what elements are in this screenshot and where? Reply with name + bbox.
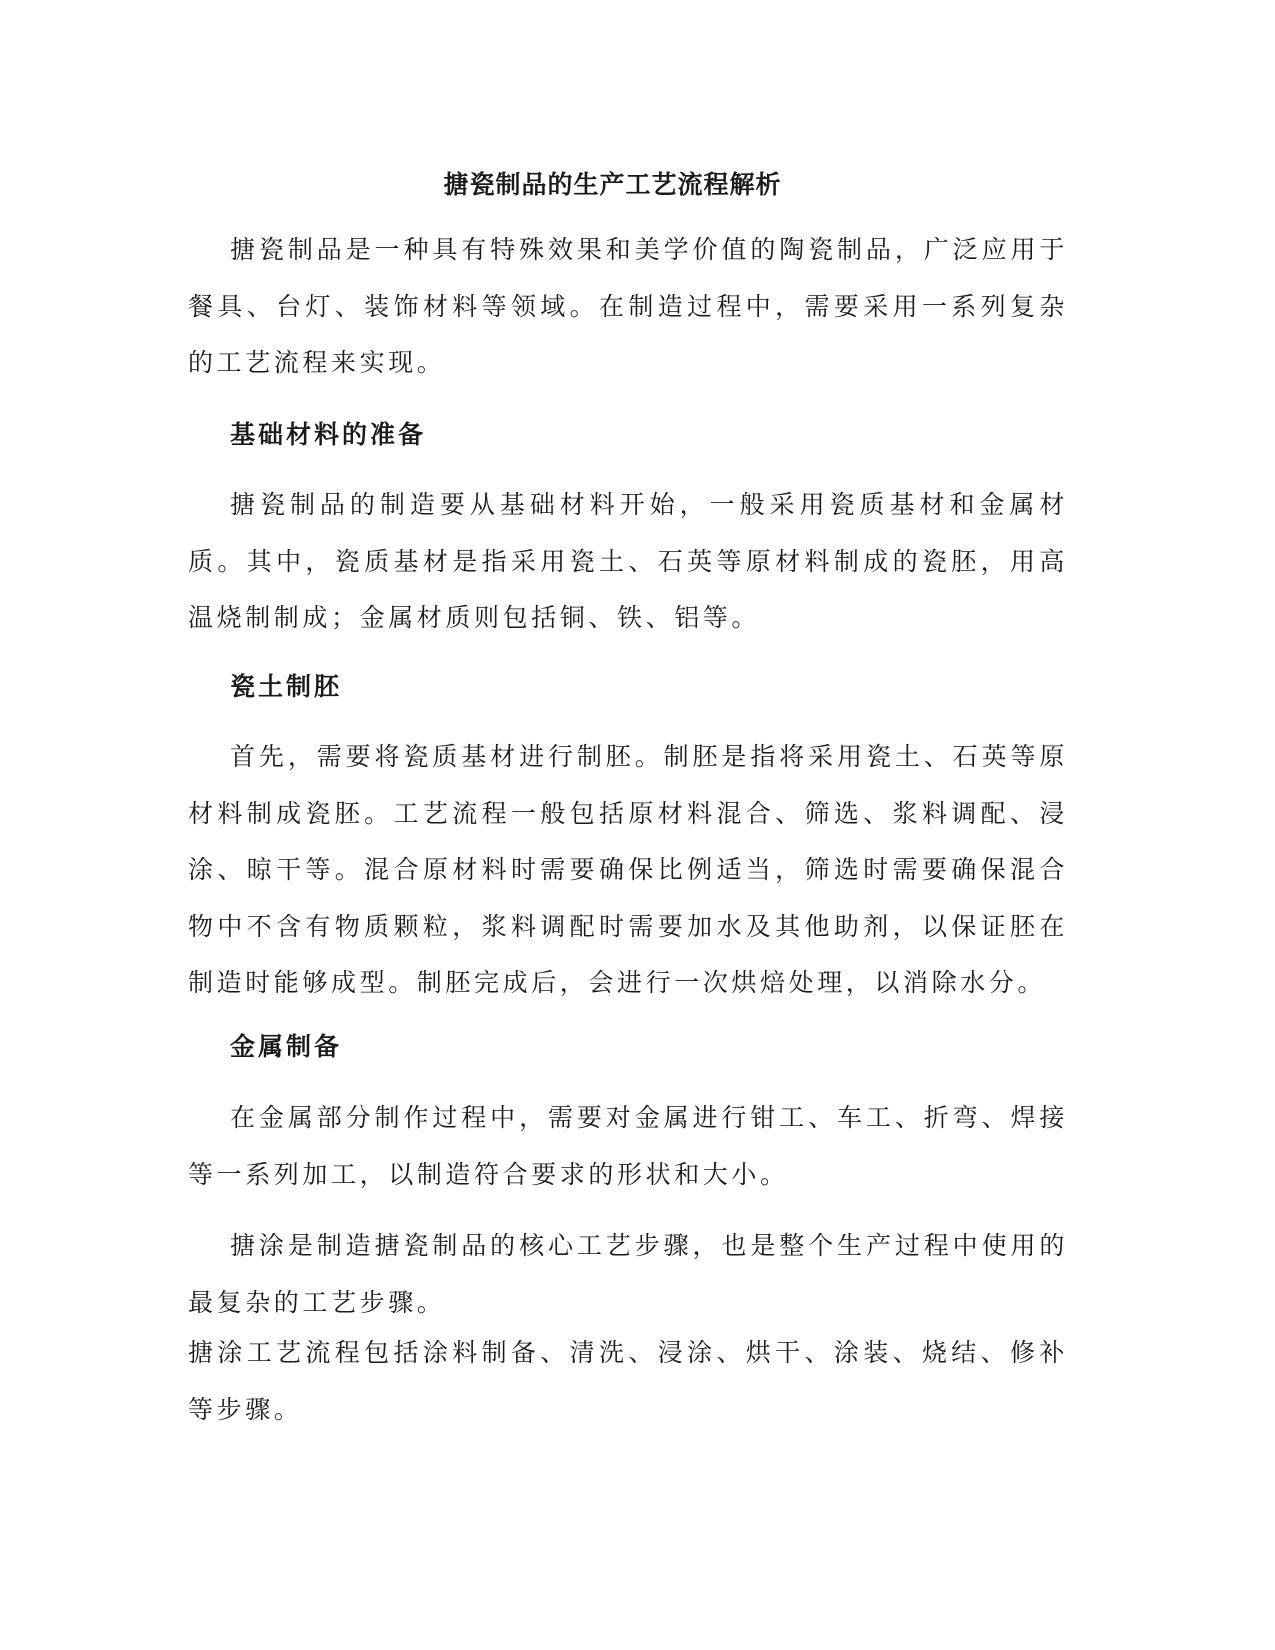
section-heading-materials: 基础材料的准备 (230, 420, 427, 449)
section-heading-clay-blank: 瓷土制胚 (230, 672, 343, 701)
document-title: 搪瓷制品的生产工艺流程解析 (443, 170, 782, 199)
section-body-materials: 搪瓷制品的制造要从基础材料开始，一般采用瓷质基材和金属材质。其中，瓷质基材是指采用瓷土、石英等原材料制成的瓷胚，用高温烧制制成；金属材质则包括铜、铁、铝等。 (188, 490, 1068, 632)
section-body-metal: 在金属部分制作过程中，需要对金属进行钳工、车工、折弯、焊接等一系列加工，以制造符合要求的形状和大小。 (188, 1103, 1068, 1189)
coating-intro-paragraph: 搪涂是制造搪瓷制品的核心工艺步骤，也是整个生产过程中使用的最复杂的工艺步骤。 (188, 1231, 1068, 1317)
intro-paragraph: 搪瓷制品是一种具有特殊效果和美学价值的陶瓷制品，广泛应用于餐具、台灯、装饰材料等领域。在制造过程中，需要采用一系列复杂的工艺流程来实现。 (188, 235, 1068, 377)
coating-steps-paragraph: 搪涂工艺流程包括涂料制备、清洗、浸涂、烘干、涂装、烧结、修补等步骤。 (188, 1338, 1068, 1424)
section-body-clay-blank: 首先，需要将瓷质基材进行制胚。制胚是指将采用瓷土、石英等原材料制成瓷胚。工艺流程一般包括原材料混合、筛选、浆料调配、浸涂、晾干等。混合原材料时需要确保比例适当，筛选时需要确保混合物中不含有物质颗粒，浆料调配时需要加水及其他助剂，以保证胚在制造时能够成型。制胚完成后，会进行一次烘焙处理，以消除水分。 (188, 742, 1068, 997)
section-heading-metal: 金属制备 (230, 1032, 343, 1061)
